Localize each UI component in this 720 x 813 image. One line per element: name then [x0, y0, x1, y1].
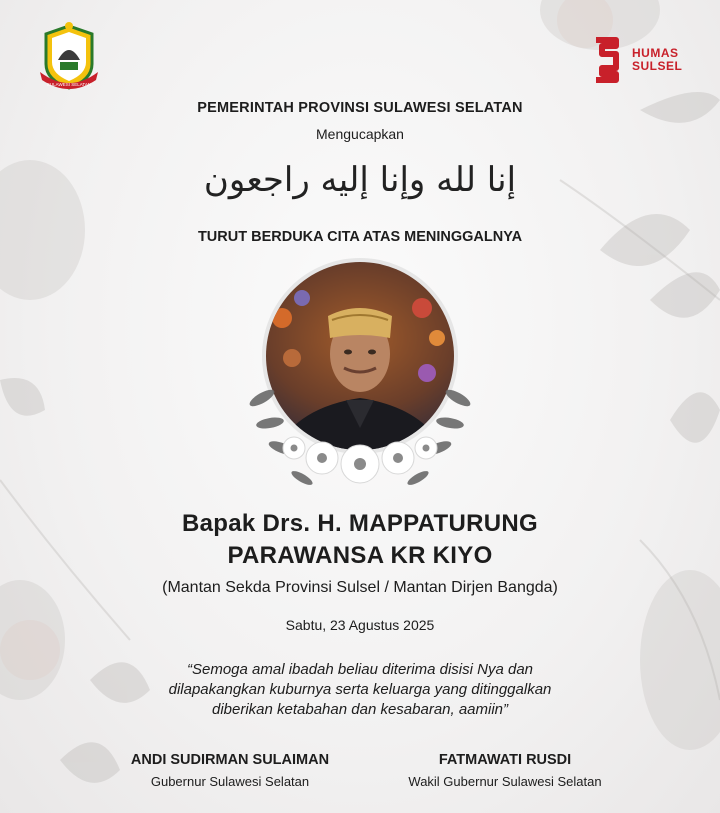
portrait-photo: [232, 258, 488, 498]
signatory-title: Gubernur Sulawesi Selatan: [150, 774, 310, 789]
signatory-vice-governor: [380, 752, 630, 789]
sulsel-coat-of-arms-icon: [36, 20, 102, 96]
signatory-name: FATMAWATI RUSDI: [438, 752, 572, 768]
deceased-portrait: [232, 258, 488, 498]
verb-text: Mengucapkan: [316, 126, 404, 142]
humas-sulsel-wordmark: [632, 47, 682, 73]
humas-sulsel-logo-icon: [588, 34, 624, 86]
sulsel-coat-of-arms-logo: [36, 20, 102, 96]
signatory-governor: [110, 752, 350, 789]
institution-heading: PEMERINTAH PROVINSI SULAWESI SELATAN: [197, 100, 523, 116]
prayer-line: “Semoga amal ibadah beliau diterima disisi Nya dan: [186, 661, 534, 678]
arabic-inna-lillahi-calligraphy: إنا لله وإنا إليه راجعون: [203, 160, 517, 200]
humas-sulsel-logo: [588, 34, 688, 86]
signatory-title: Wakil Gubernur Sulawesi Selatan: [408, 774, 602, 789]
prayer-quote: [140, 660, 580, 720]
signatory-name: ANDI SUDIRMAN SULAIMAN: [130, 752, 330, 768]
deceased-name-line1: Bapak Drs. H. MAPPATURUNG: [182, 510, 538, 537]
sulsel-label: SULSEL: [632, 59, 683, 73]
date-of-passing: Sabtu, 23 Agustus 2025: [285, 617, 435, 633]
condolence-heading: TURUT BERDUKA CITA ATAS MENINGGALNYA: [197, 229, 523, 245]
prayer-line: dilapakangkan kuburnya serta keluarga yang ditinggalkan: [168, 681, 552, 698]
deceased-former-position: (Mantan Sekda Provinsi Sulsel / Mantan Dirjen Bangda): [162, 579, 558, 596]
coat-of-arms-caption: SULAWESI SELATAN: [46, 82, 92, 87]
prayer-line: diberikan ketabahan dan kesabaran, aamiin”: [211, 701, 509, 718]
deceased-name-line2: PARAWANSA KR KIYO: [227, 542, 493, 569]
humas-label: HUMAS: [632, 46, 679, 60]
